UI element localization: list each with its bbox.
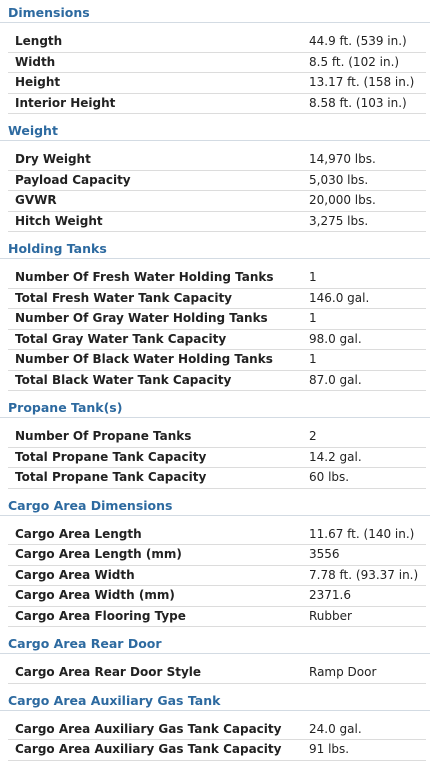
spec-row — [8, 566, 426, 587]
spec-label: Number Of Propane Tanks — [15, 429, 192, 443]
spec-row — [8, 94, 426, 115]
section-cargo-area-dimensions — [0, 493, 430, 632]
spec-row — [8, 371, 426, 392]
spec-label: Hitch Weight — [15, 213, 103, 228]
spec-label: Total Propane Tank Capacity — [15, 449, 207, 464]
spec-label: Total Propane Tank Capacity — [15, 470, 207, 484]
spec-value: 20,000 lbs. — [309, 193, 376, 207]
spec-label: Cargo Area Auxiliary Gas Tank Capacity — [15, 742, 282, 756]
spec-row — [8, 663, 426, 684]
spec-row — [8, 330, 426, 351]
spec-value: 2371.6 — [309, 588, 351, 602]
spec-row — [8, 73, 426, 94]
spec-value: 14.2 gal. — [309, 449, 362, 464]
spec-value: 1 — [309, 270, 317, 284]
section-title: Propane Tank(s) — [0, 395, 430, 418]
spec-label: Total Gray Water Tank Capacity — [15, 331, 227, 346]
section-holding-tanks — [0, 236, 430, 395]
spec-label: Dry Weight — [15, 152, 91, 166]
spec-label: Number Of Black Water Holding Tanks — [15, 352, 273, 366]
spec-value: Ramp Door — [309, 665, 377, 679]
spec-value: 91 lbs. — [309, 742, 350, 756]
spec-label: Payload Capacity — [15, 172, 131, 187]
spec-value: 1 — [309, 352, 317, 366]
spec-label: Cargo Area Rear Door Style — [15, 665, 202, 679]
section-spacer — [0, 761, 430, 765]
spec-row — [8, 525, 426, 546]
section-title: Cargo Area Auxiliary Gas Tank — [0, 688, 430, 711]
spec-value: 87.0 gal. — [309, 372, 362, 387]
spec-label: Cargo Area Width — [15, 567, 135, 582]
spec-value: 13.17 ft. (158 in.) — [309, 75, 415, 89]
spec-label: Cargo Area Flooring Type — [15, 608, 186, 623]
spec-row — [8, 309, 426, 330]
spec-label: Total Fresh Water Tank Capacity — [15, 290, 233, 305]
spec-row — [8, 607, 426, 628]
spec-row — [8, 545, 426, 566]
spec-row — [8, 586, 426, 607]
spec-label: Cargo Area Auxiliary Gas Tank Capacity — [15, 721, 282, 736]
spec-label: Cargo Area Length (mm) — [15, 547, 182, 561]
spec-row — [8, 448, 426, 469]
spec-value: 2 — [309, 429, 317, 443]
section-weight — [0, 118, 430, 236]
section-cargo-area-rear-door — [0, 631, 430, 688]
spec-row — [8, 268, 426, 289]
section-title: Holding Tanks — [0, 236, 430, 259]
spec-value: 8.58 ft. (103 in.) — [309, 95, 407, 110]
spec-row — [8, 720, 426, 741]
section-title: Cargo Area Dimensions — [0, 493, 430, 516]
spec-value: 24.0 gal. — [309, 721, 362, 736]
spec-label: GVWR — [15, 193, 57, 207]
section-propane-tank-s — [0, 395, 430, 493]
spec-value: 3556 — [309, 547, 340, 561]
spec-value: 146.0 gal. — [309, 290, 370, 305]
spec-row — [8, 289, 426, 310]
spec-value: Rubber — [309, 608, 352, 623]
section-title: Dimensions — [0, 0, 430, 23]
spec-value: 98.0 gal. — [309, 331, 362, 346]
spec-row — [8, 427, 426, 448]
spec-label: Total Black Water Tank Capacity — [15, 372, 232, 387]
spec-row — [8, 350, 426, 371]
spec-value: 8.5 ft. (102 in.) — [309, 54, 400, 69]
spec-value: 3,275 lbs. — [309, 213, 369, 228]
section-title: Weight — [0, 118, 430, 141]
spec-value: 1 — [309, 311, 317, 325]
spec-row — [8, 740, 426, 761]
spec-row — [8, 53, 426, 74]
spec-value: 5,030 lbs. — [309, 172, 369, 187]
spec-value: 7.78 ft. (93.37 in.) — [309, 567, 419, 582]
spec-value: 11.67 ft. (140 in.) — [309, 526, 415, 541]
spec-row — [8, 468, 426, 489]
spec-row — [8, 191, 426, 212]
spec-value: 60 lbs. — [309, 470, 350, 484]
spec-label: Number Of Gray Water Holding Tanks — [15, 311, 268, 325]
spec-value: 44.9 ft. (539 in.) — [309, 34, 407, 48]
spec-row — [8, 212, 426, 233]
section-cargo-area-auxiliary-gas-tank — [0, 688, 430, 765]
spec-label: Interior Height — [15, 95, 116, 110]
spec-label: Length — [15, 34, 63, 48]
spec-label: Number Of Fresh Water Holding Tanks — [15, 270, 274, 284]
section-title: Cargo Area Rear Door — [0, 631, 430, 654]
spec-label: Cargo Area Width (mm) — [15, 588, 175, 602]
spec-label: Cargo Area Length — [15, 526, 142, 541]
spec-label: Height — [15, 75, 61, 89]
spec-row — [8, 150, 426, 171]
section-dimensions — [0, 0, 430, 118]
spec-row — [8, 32, 426, 53]
spec-label: Width — [15, 54, 56, 69]
spec-row — [8, 171, 426, 192]
spec-value: 14,970 lbs. — [309, 152, 376, 166]
